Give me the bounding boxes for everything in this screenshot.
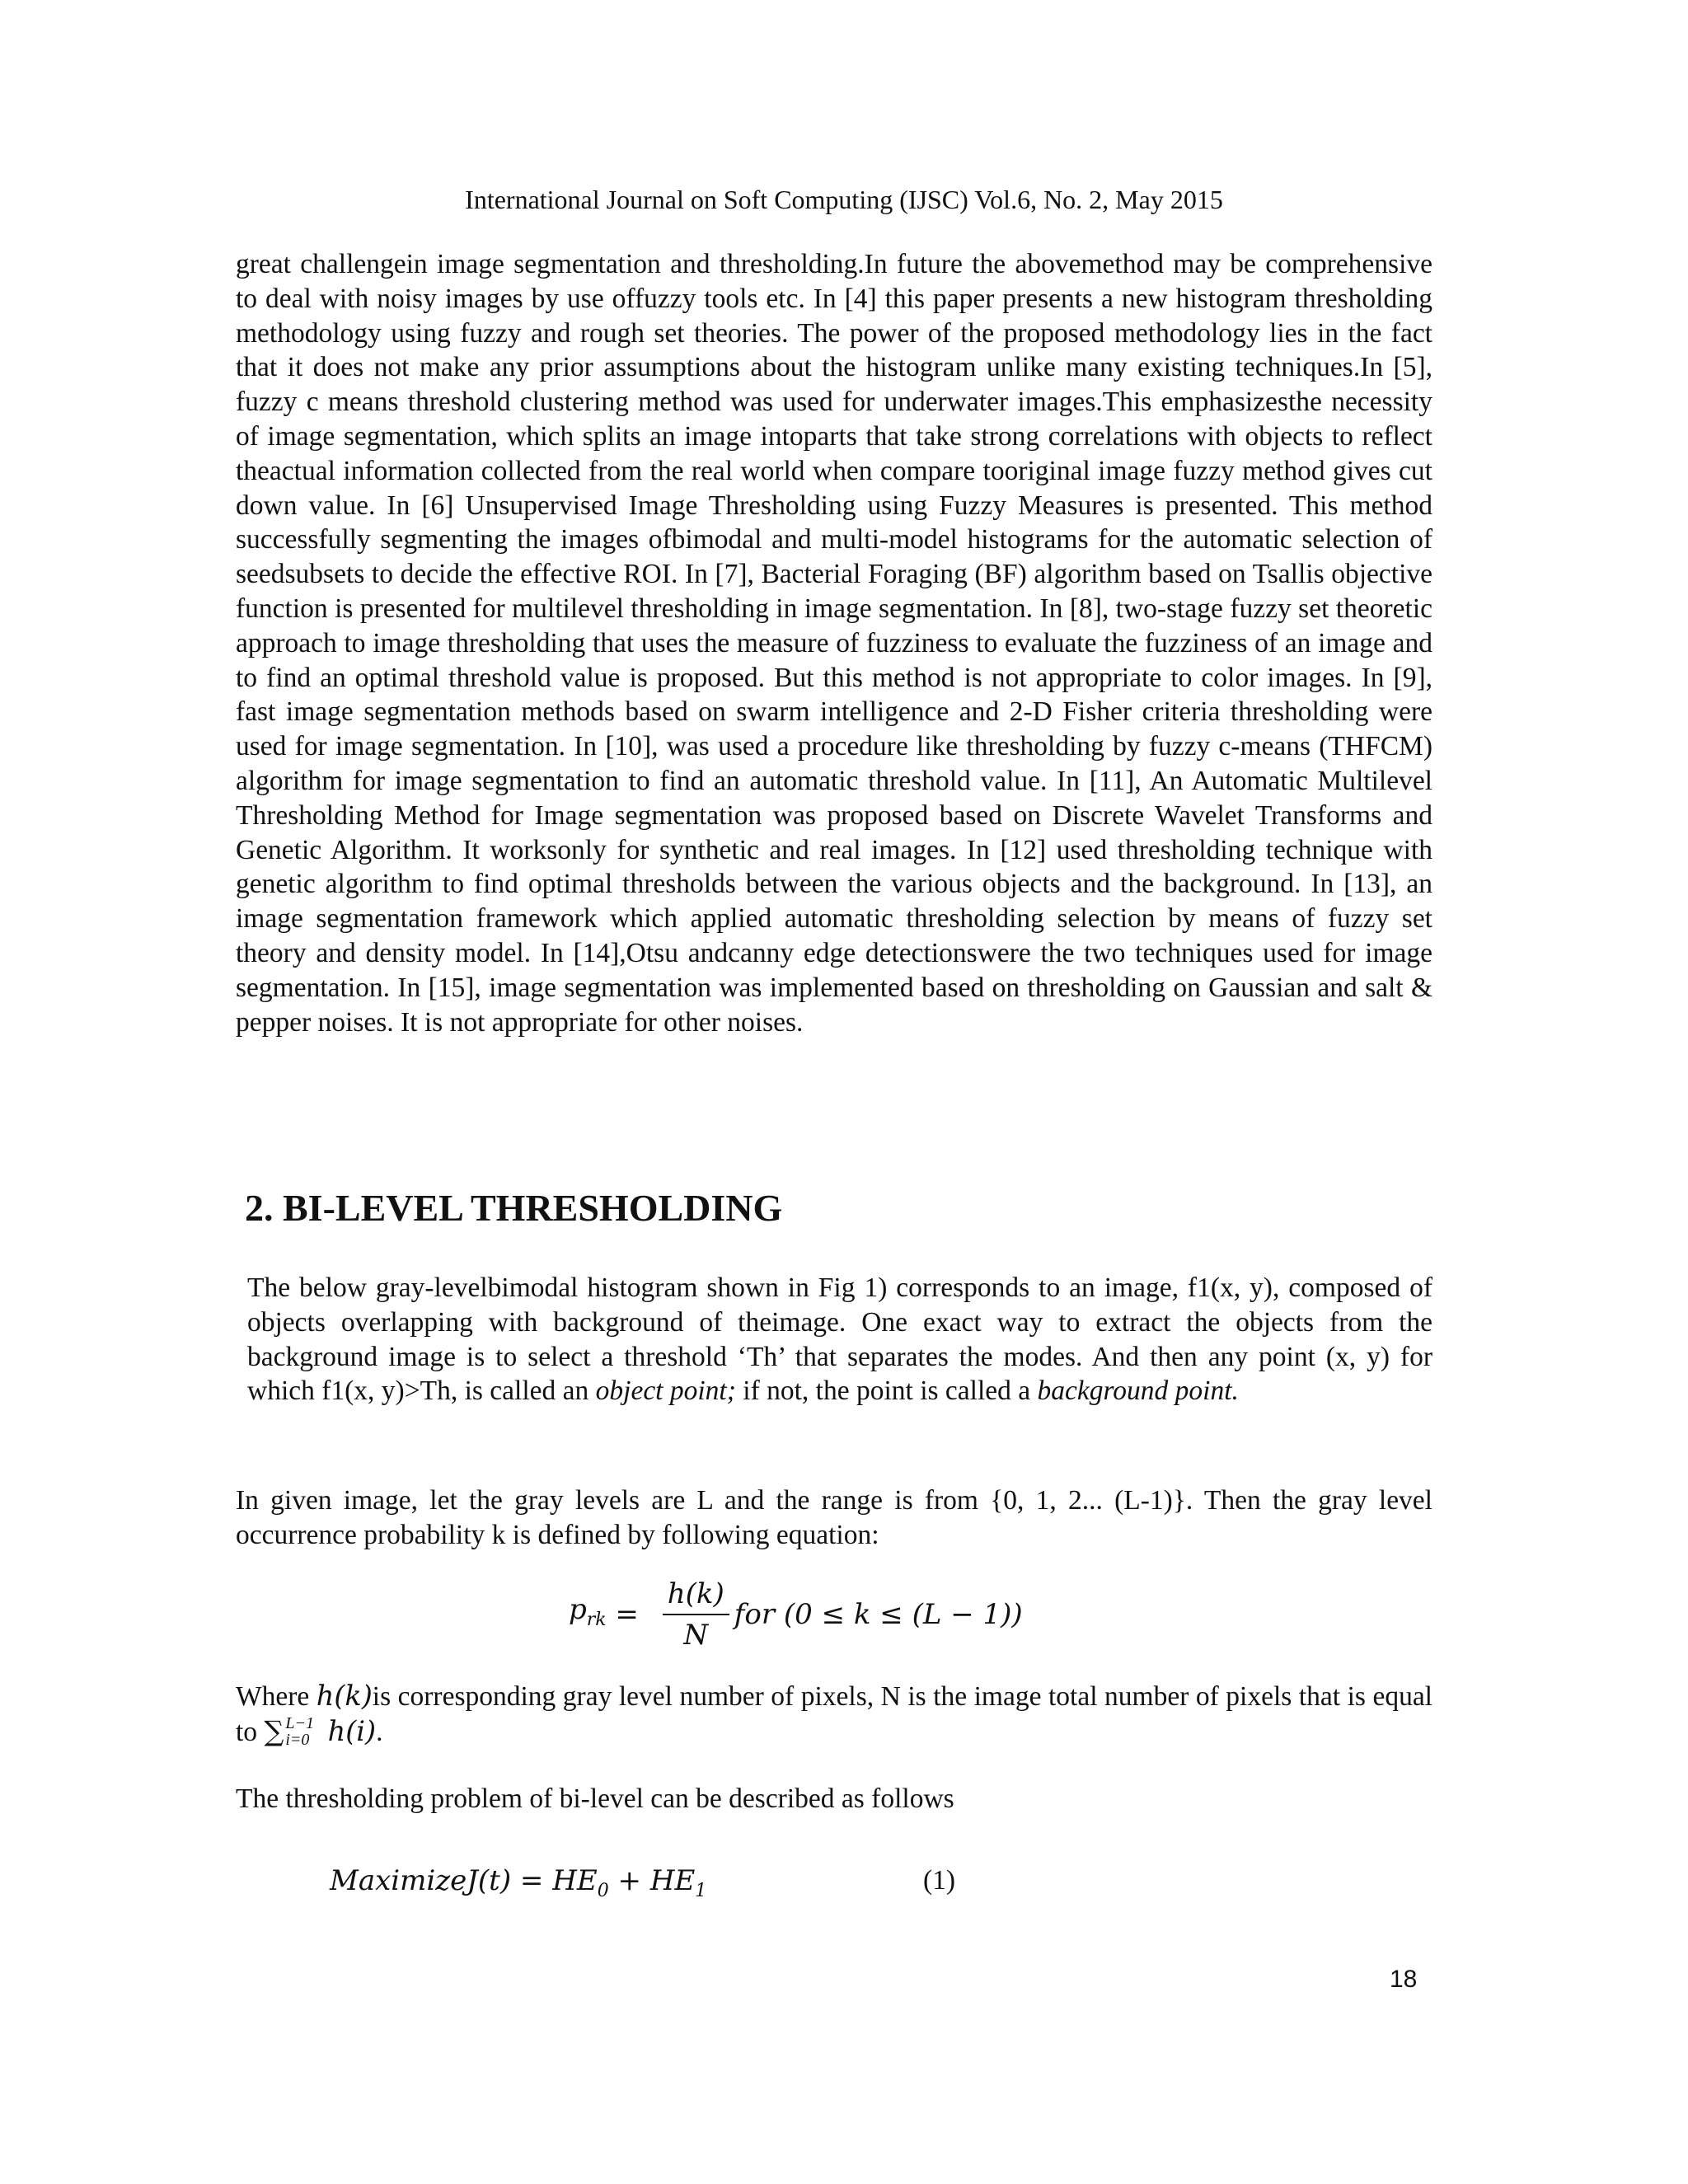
max-plus: +	[608, 1864, 650, 1897]
section-heading: 2. BI-LEVEL THRESHOLDING	[245, 1187, 783, 1229]
eq-equals: =	[606, 1598, 648, 1631]
where-text: is corresponding gray level number of pixels, N is the image total number of pixels that is equal to	[236, 1681, 1432, 1747]
gray-level-paragraph: In given image, let the gray levels are L and the range is from {0, 1, 2... (L-1)}. Then the gray level occurrence probability k is defined by following equation:	[236, 1485, 1432, 1550]
bilevel-paragraph	[247, 1271, 1432, 1408]
problem-paragraph: The thresholding problem of bi-level can be described as follows	[236, 1783, 954, 1814]
bilevel-text-before: The below gray-levelbimodal histogram shown in Fig 1) corresponds to an image, f1(x, y), composed of objects overlapping with background of theimage. One exact way to extract the objects from the background image is to select a threshold ‘Th’ that separates the modes. And then any point (x, y) for which f1(x, y)>Th, is called an	[247, 1272, 1432, 1407]
eq-condition: for (0 ≤ k ≤ (L − 1))	[734, 1598, 1023, 1631]
he1: $HE_1$	[649, 1864, 707, 1901]
sum-limits	[285, 1715, 314, 1748]
running-header: International Journal on Soft Computing (IJSC) Vol.6, No. 2, May 2015	[465, 185, 1223, 214]
probability-equation	[569, 1577, 1023, 1652]
maximize-equation	[330, 1864, 706, 1908]
where-end: .	[376, 1716, 383, 1747]
sum-lower: i=0	[285, 1730, 310, 1749]
eq-fraction	[663, 1577, 729, 1652]
eq-lhs: $p_{rk}$	[569, 1592, 607, 1630]
where-word: Where	[236, 1681, 316, 1712]
hi-symbol: h(i)	[318, 1714, 377, 1747]
background-point-term: background point.	[1037, 1376, 1239, 1407]
equation-number: (1)	[923, 1865, 956, 1896]
page-number: 18	[1390, 1966, 1418, 1993]
where-paragraph	[236, 1679, 1432, 1750]
object-point-term: object point;	[595, 1376, 736, 1407]
bilevel-text-middle: if not, the point is called a	[735, 1376, 1038, 1407]
max-lhs: MaximizeJ(t) =	[330, 1864, 553, 1897]
he0: $HE_0$	[552, 1864, 609, 1901]
sum-symbol: ∑	[264, 1714, 284, 1747]
intro-paragraph: great challengein image segmentation and thresholding.In future the abovemethod may be comprehensive to deal with noisy images by use offuzzy tools etc. In [4] this paper presents a new histogram thresholding methodology using fuzzy and rough set theories. The power of the proposed methodology lies in the fact that it does not make any prior assumptions about the histogram unlike many existing techniques.In [5], fuzzy c means threshold clustering method was used for underwater images.This emphasizesthe necessity of image segmentation, which splits an image intoparts that take strong correlations with objects to reflect theactual information collected from the real world when compare tooriginal image fuzzy method gives cut down value. In [6] Unsupervised Image Thresholding using Fuzzy Measures is presented. This method successfully segmenting the images ofbimodal and multi-model histograms for the automatic selection of seedsubsets to decide the effective ROI. In [7], Bacterial Foraging (BF) algorithm based on Tsallis objective function is presented for multilevel thresholding in image segmentation. In [8], two-stage fuzzy set theoretic approach to image thresholding that uses the measure of fuzziness to evaluate the fuzziness of an image and to find an optimal threshold value is proposed. But this method is not appropriate to color images. In [9], fast image segmentation methods based on swarm intelligence and 2-D Fisher criteria thresholding were used for image segmentation. In [10], was used a procedure like thresholding by fuzzy c-means (THFCM) algorithm for image segmentation to find an automatic threshold value. In [11], An Automatic Multilevel Thresholding Method for Image segmentation was proposed based on Discrete Wavelet Transforms and Genetic Algorithm. It worksonly for synthetic and real images. In [12] used thresholding technique with genetic algorithm to find optimal thresholds between the various objects and the background. In [13], an image segmentation framework which applied automatic thresholding selection by means of fuzzy set theory and density model. In [14],Otsu andcanny edge detectionswere the two techniques used for image segmentation. In [15], image segmentation was implemented based on thresholding on Gaussian and salt & pepper noises. It is not appropriate for other noises.	[236, 249, 1432, 1038]
eq-numerator: h(k)	[667, 1577, 724, 1610]
hk-symbol: h(k)	[316, 1680, 373, 1712]
sum-upper: L−1	[285, 1713, 314, 1732]
sum-expression	[264, 1714, 376, 1749]
eq-denominator: N	[683, 1619, 709, 1652]
